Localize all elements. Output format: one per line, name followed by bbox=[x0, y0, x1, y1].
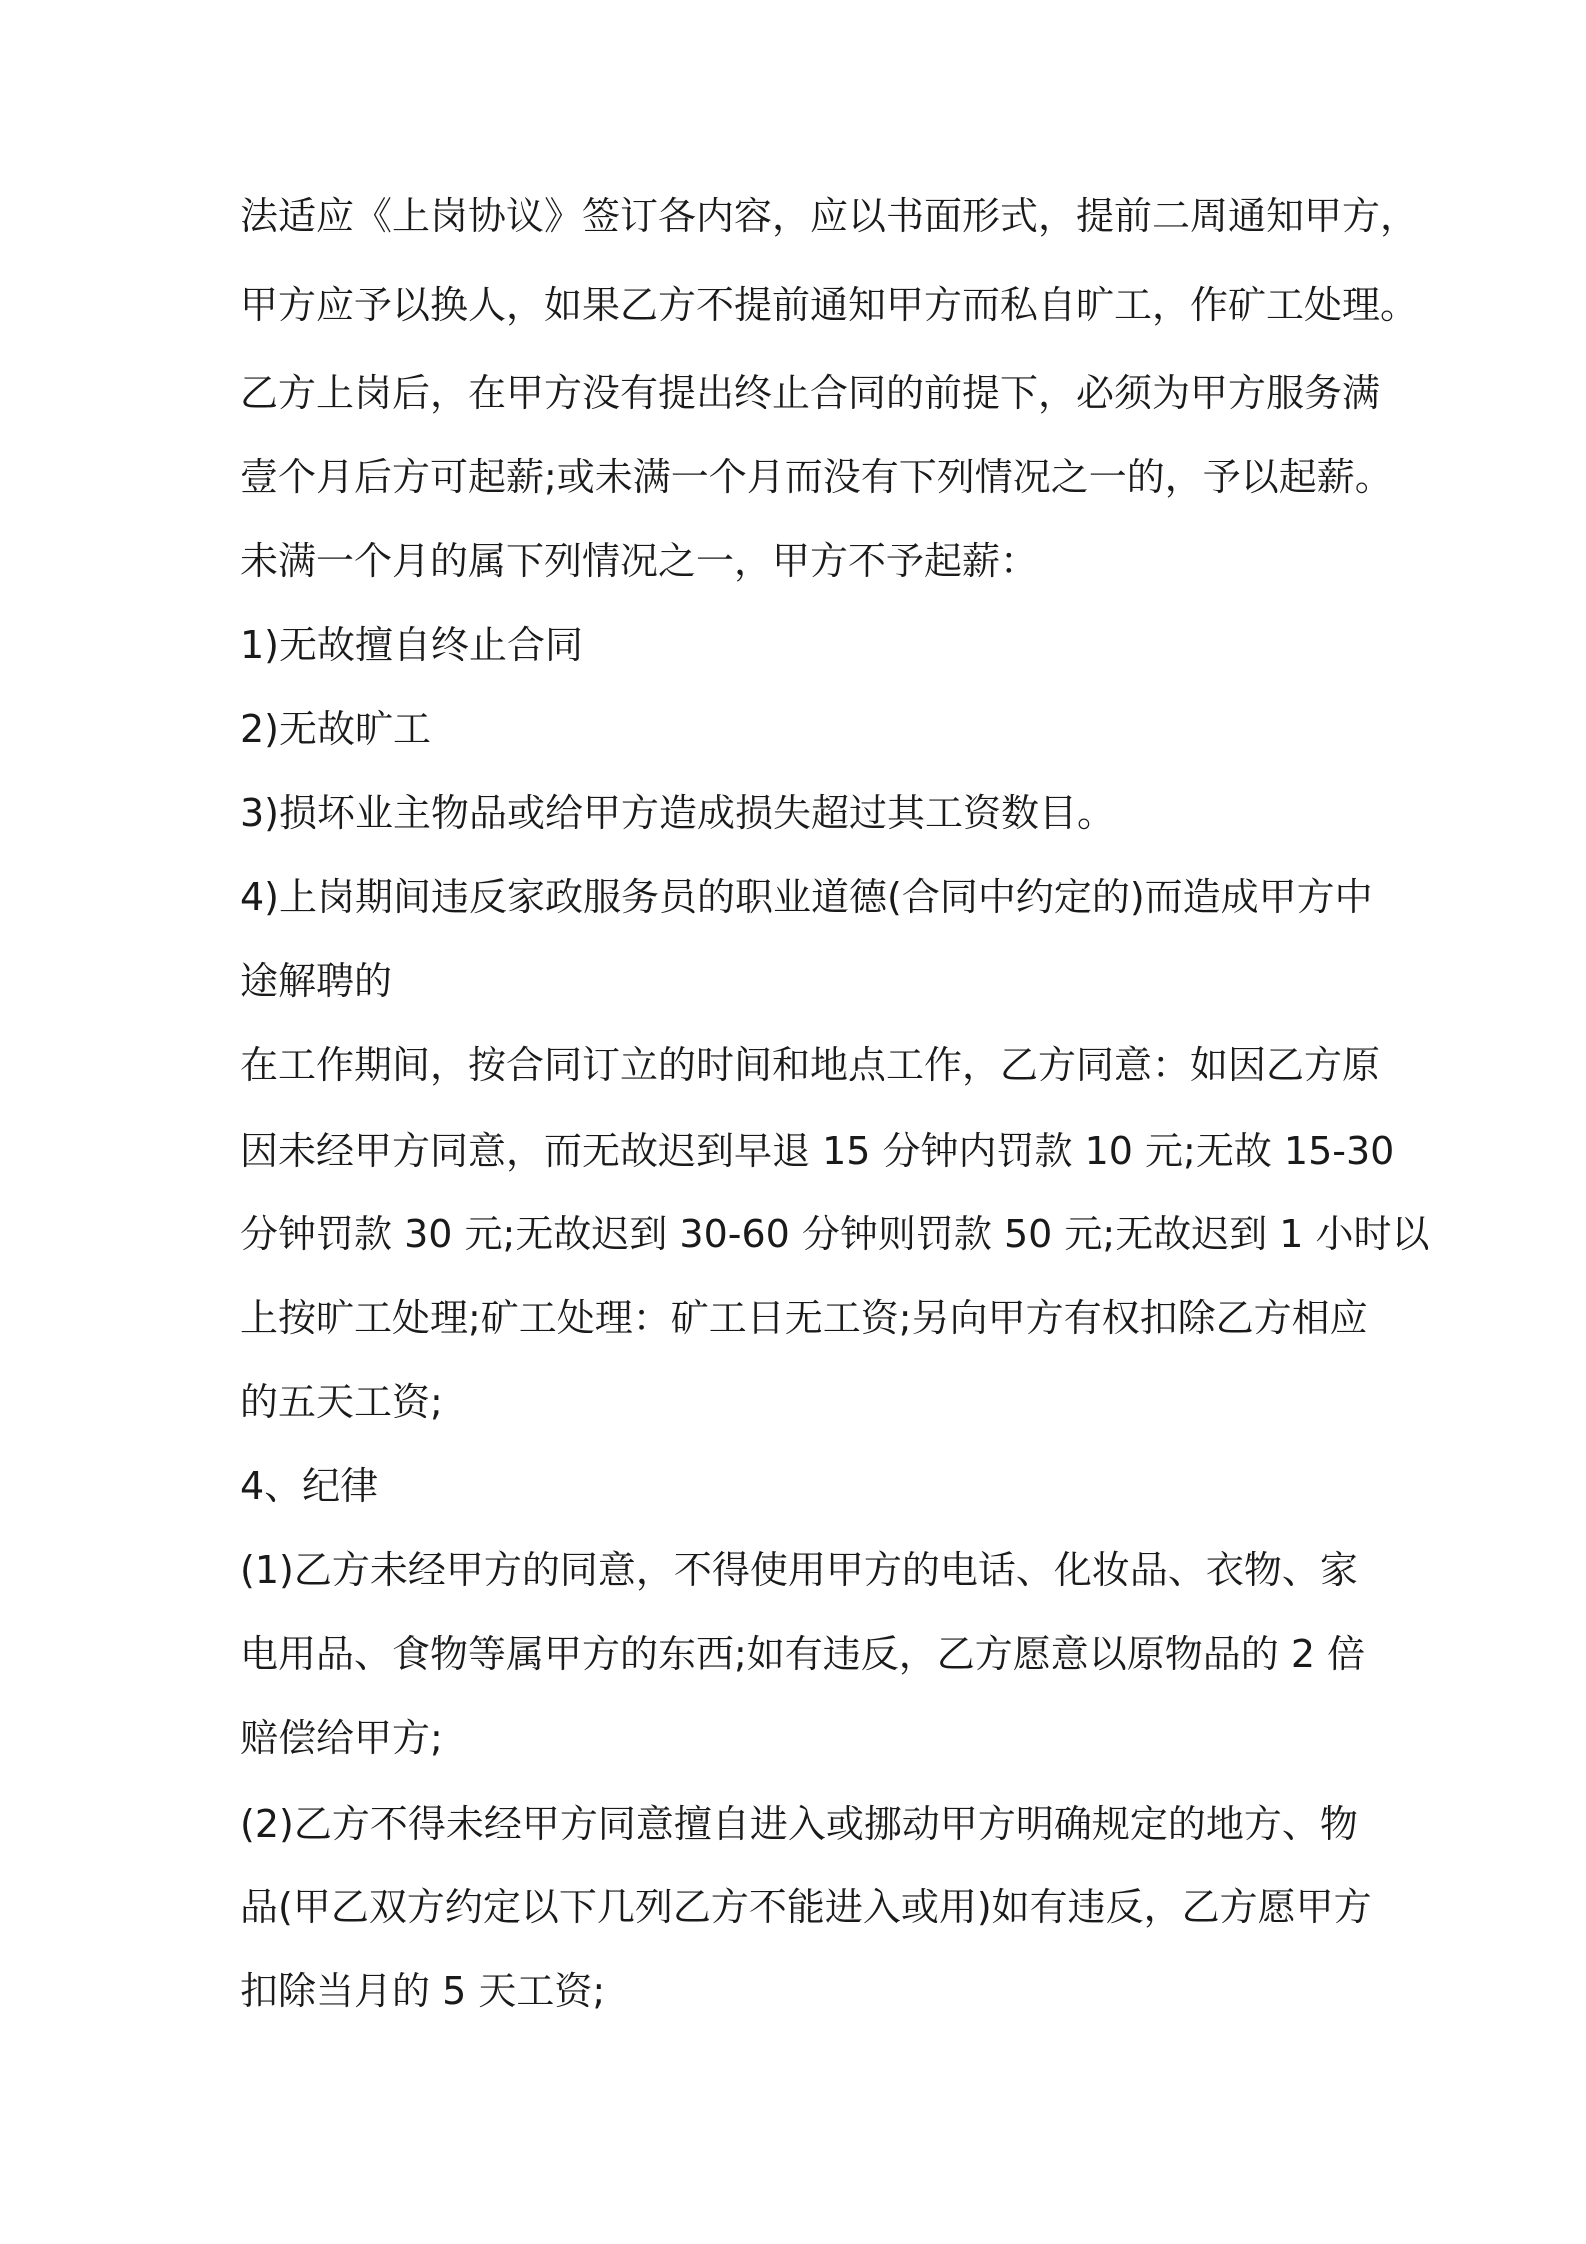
text-line: 乙方上岗后，在甲方没有提出终止合同的前提下，必须为甲方服务满 bbox=[240, 371, 1381, 415]
text-line: 未满一个月的属下列情况之一，甲方不予起薪： bbox=[240, 539, 1039, 583]
text-line: 品(甲乙双方约定以下几列乙方不能进入或用)如有违反，乙方愿甲方 bbox=[240, 1885, 1372, 1929]
text-line: 电用品、食物等属甲方的东西;如有违反，乙方愿意以原物品的 2 倍 bbox=[240, 1632, 1366, 1676]
text-line: (1)乙方未经甲方的同意，不得使用甲方的电话、化妆品、衣物、家 bbox=[240, 1548, 1358, 1592]
text-line: 甲方应予以换人，如果乙方不提前通知甲方而私自旷工，作矿工处理。 bbox=[240, 283, 1419, 327]
text-line: 壹个月后方可起薪;或未满一个月而没有下列情况之一的，予以起薪。 bbox=[240, 455, 1393, 499]
list-item: 1)无故擅自终止合同 bbox=[240, 623, 584, 667]
text-line: 因未经甲方同意，而无故迟到早退 15 分钟内罚款 10 元;无故 15-30 bbox=[240, 1129, 1395, 1173]
text-line: 赔偿给甲方; bbox=[240, 1716, 443, 1760]
list-item: 3)损坏业主物品或给甲方造成损失超过其工资数目。 bbox=[240, 791, 1116, 835]
text-line: 法适应《上岗协议》签订各内容，应以书面形式，提前二周通知甲方， bbox=[240, 194, 1419, 238]
list-item: 4)上岗期间违反家政服务员的职业道德(合同中约定的)而造成甲方中 bbox=[240, 875, 1373, 919]
text-line: 扣除当月的 5 天工资; bbox=[240, 1969, 606, 2013]
text-line: 上按旷工处理;矿工处理：矿工日无工资;另向甲方有权扣除乙方相应 bbox=[240, 1296, 1368, 1340]
list-item: 2)无故旷工 bbox=[240, 707, 432, 751]
section-heading: 4、纪律 bbox=[240, 1464, 379, 1508]
document-body bbox=[240, 194, 1430, 2013]
text-line: 分钟罚款 30 元;无故迟到 30-60 分钟则罚款 50 元;无故迟到 1 小时以 bbox=[240, 1212, 1430, 1256]
text-line: 的五天工资; bbox=[240, 1380, 443, 1424]
text-line: 在工作期间，按合同订立的时间和地点工作，乙方同意：如因乙方原 bbox=[240, 1043, 1381, 1087]
text-line: 途解聘的 bbox=[240, 959, 393, 1003]
text-line: (2)乙方不得未经甲方同意擅自进入或挪动甲方明确规定的地方、物 bbox=[240, 1802, 1358, 1846]
